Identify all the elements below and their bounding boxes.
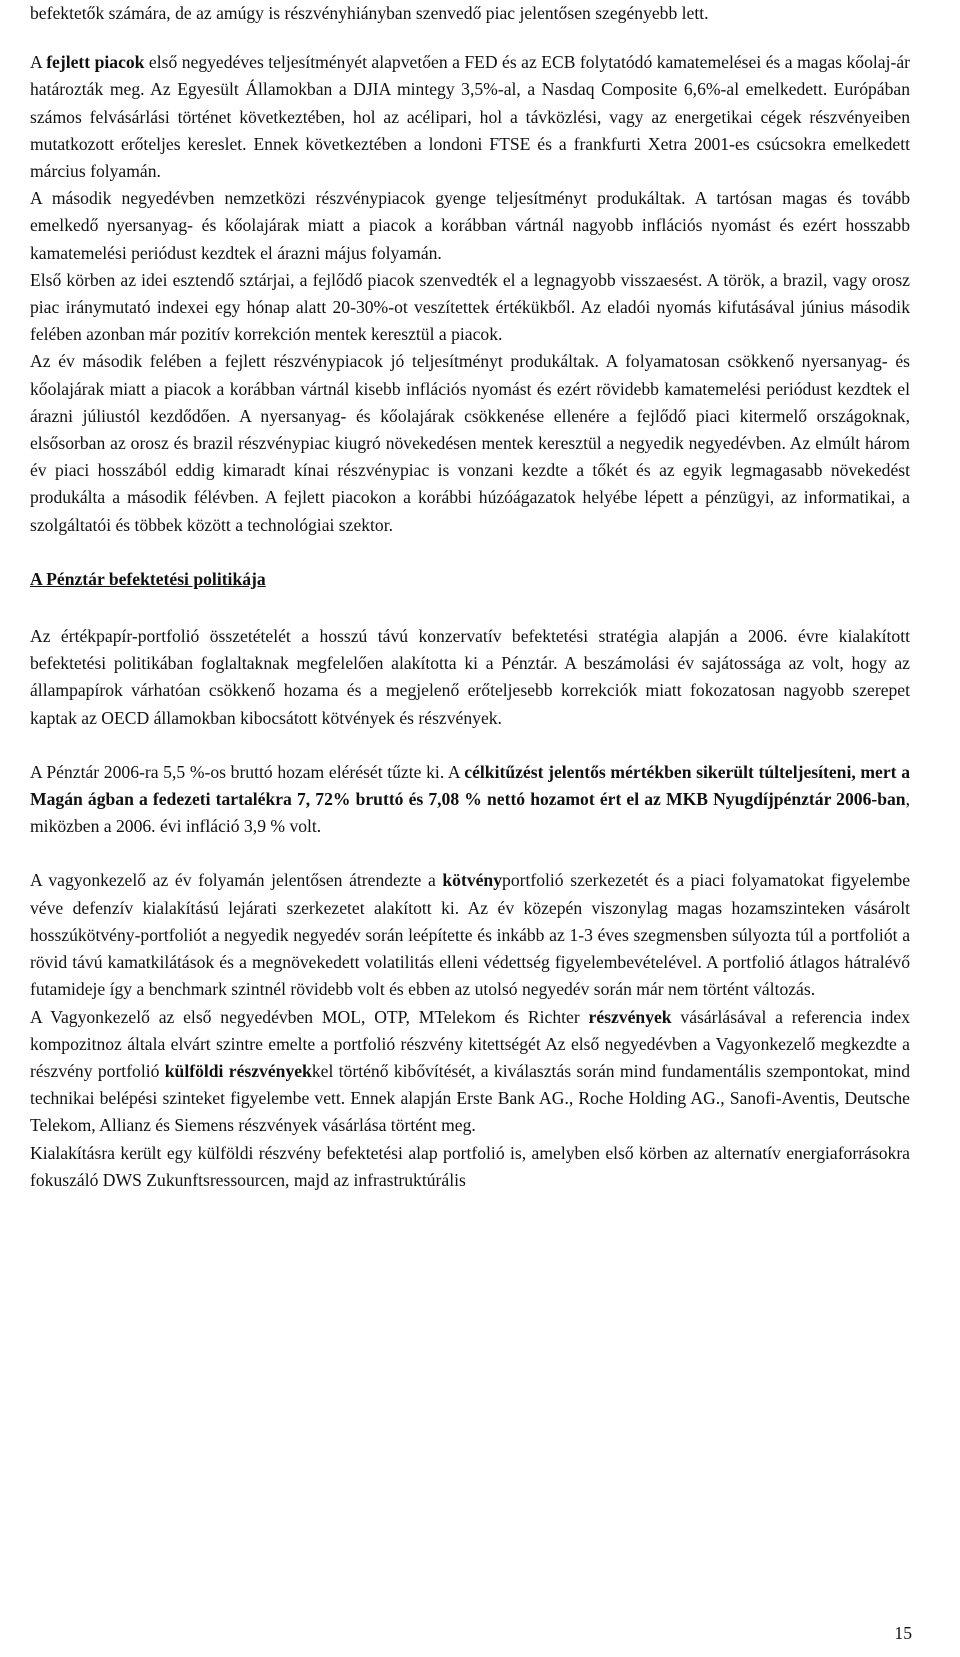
document-page	[30, 0, 910, 1194]
text: vásárlásával a referencia index kompozitnoz általa elvárt szintre emelte a portfolió részvény kitettségét Az első negyedévben a Vagyonkezelő megkezdte a részvény portfolió	[30, 1006, 911, 1081]
emphasis-foreign-equities: külföldi részvények	[164, 1060, 312, 1081]
section-heading-investment-policy: A Pénztár befektetési politikája	[30, 568, 266, 589]
text: portfolió szerkezetét és a piaci folyamatokat figyelembe véve defenzív kialakítású lejárati szerkezetet alakított ki. Az év közepén viszonylag magas hozamszinteken vásárolt hosszúkötvény-portfoliót a negyedik negyedév során leépítette és inkább az 1-3 éves szegmensben súlyozta túl a portfoliót a rövid távú kamatkilátások és a megnövekedett volatilitás elleni védettség figyelembevételével. A portfolió átlagos hátralévő futamideje így a benchmark szintnél rövidebb volt és ebben az utolsó negyedév során már nem történt változás.	[30, 870, 910, 1000]
paragraph-second-half: Az év második felében a fejlett részvénypiacok jó teljesítményt produkáltak. A folyamatosan csökkenő nyersanyag- és kőolajárak miatt a piacok a korábban vártnál kisebb inflációs nyomást és ezért rövidebb kamatemelési periódust kezdtek el árazni júliustól kezdődően. A nyersanyag- és kőolajárak csökkenése ellenére a fejlődő piaci kitermelő országoknak, elsősorban az orosz és brazil részvénypiac kiugró növekedésen mentek keresztül a negyedik negyedévben. Az elmúlt három év piaci hosszából eddig kimaradt kínai részvénypiac is vonzani kezdte a tőkét és az egyik legmagasabb növekedést produkálta a második félévben. A fejlett piacokon a korábbi húzóágazatok helyébe lépett a pénzügyi, az informatikai, a szolgáltatói és többek között a technológiai szektor.	[30, 351, 910, 535]
text: A Pénztár 2006-ra 5,5 %-os bruttó hozam elérését tűzte ki. A	[30, 761, 465, 782]
text: A Vagyonkezelő az első negyedévben MOL, OTP, MTelekom és Richter	[30, 1006, 589, 1027]
text: kel történő kibővítését, a kiválasztás során mind fundamentális szempontokat, mind technikai belépési szinteket figyelembe vett. Ennek alapján Erste Bank AG., Roche Holding AG., Sanofi-Aventis, Deutsche Telekom, Allianz és Siemens részvények vásárlása történt meg.	[30, 1060, 911, 1136]
emphasis-yield-result: célkitűzést jelentős mértékben sikerült túlteljesíteni, mert a Magán ágban a fedezeti tartalékra 7, 72% bruttó és 7,08 % nettó hozamot ért el az MKB Nyugdíjpénztár 2006-ban	[30, 761, 910, 810]
paragraph-fund-portfolio: Kialakításra került egy külföldi részvény befektetési alap portfolió is, amelyben első körben az alternatív energiaforrásokra fokuszáló DWS Zukunftsressourcen, majd az infrastruktúrális	[30, 1142, 910, 1190]
paragraph-bond-portfolio	[30, 867, 910, 1003]
paragraph-emerging-markets: Első körben az idei esztendő sztárjai, a fejlődő piacok szenvedték el a legnagyobb visszaesést. A török, a brazil, vagy orosz piac iránymutató indexei egy hónap alatt 20-30%-ot veszítettek értékükből. Az eladói nyomás kifutásával június második felében azonban már pozitív korrekción mentek keresztül a piacok.	[30, 269, 910, 345]
paragraph-second-quarter: A második negyedévben nemzetközi részvénypiacok gyenge teljesítményt produkáltak. A tartósan magas és tovább emelkedő nyersanyag- és kőolajárak miatt a piacok a korábban vártnál nagyobb inflációs nyomást és ezért hosszabb kamatemelési periódust kezdtek el árazni május folyamán.	[30, 188, 910, 263]
paragraph-yield-target	[30, 759, 910, 841]
paragraph-intro-continuation: befektetők számára, de az amúgy is részvényhiányban szenvedő piac jelentősen szegényebb lett.	[30, 3, 709, 23]
paragraph-portfolio-composition: Az értékpapír-portfolió összetételét a hosszú távú konzervatív befektetési stratégia alapján a 2006. évre kialakított befektetési politikában foglaltaknak megfelelően alakította ki a Pénztár. A beszámolási év sajátossága az volt, hogy az állampapírok várhatóan csökkenő hozama és a megjelenő erőteljesebb korrekciók miatt fokozatosan nagyobb szerepet kaptak az OECD államokban kibocsátott kötvények és részvények.	[30, 626, 910, 728]
text: A vagyonkezelő az év folyamán jelentősen átrendezte a	[30, 870, 443, 891]
paragraph-equity-portfolio	[30, 1004, 910, 1140]
text: , miközben a 2006. évi infláció 3,9 % volt.	[30, 789, 910, 837]
text: első negyedéves teljesítményét alapvetően a FED és az ECB folytatódó kamatemelései és a magas kőolaj-ár határozták meg. Az Egyesült Államokban a DJIA mintegy 3,5%-al, a Nasdaq Composite 6,6%-al emelkedett. Európában számos felvásárlási történet következtében, hol az acélipari, hol a távközlési, vagy az energetikai cégek részvényeiben mutatkozott erőteljes kereslet. Ennek következtében a londoni FTSE és a frankfurti Xetra 2001-es csúcsokra emelkedett március folyamán.	[30, 52, 910, 182]
text: A	[30, 52, 47, 73]
emphasis-developed-markets: fejlett piacok	[46, 52, 145, 73]
emphasis-bond: kötvény	[442, 870, 503, 891]
emphasis-equities: részvények	[588, 1006, 672, 1027]
page-number: 15	[894, 1623, 912, 1643]
paragraph-developed-markets	[30, 49, 910, 185]
